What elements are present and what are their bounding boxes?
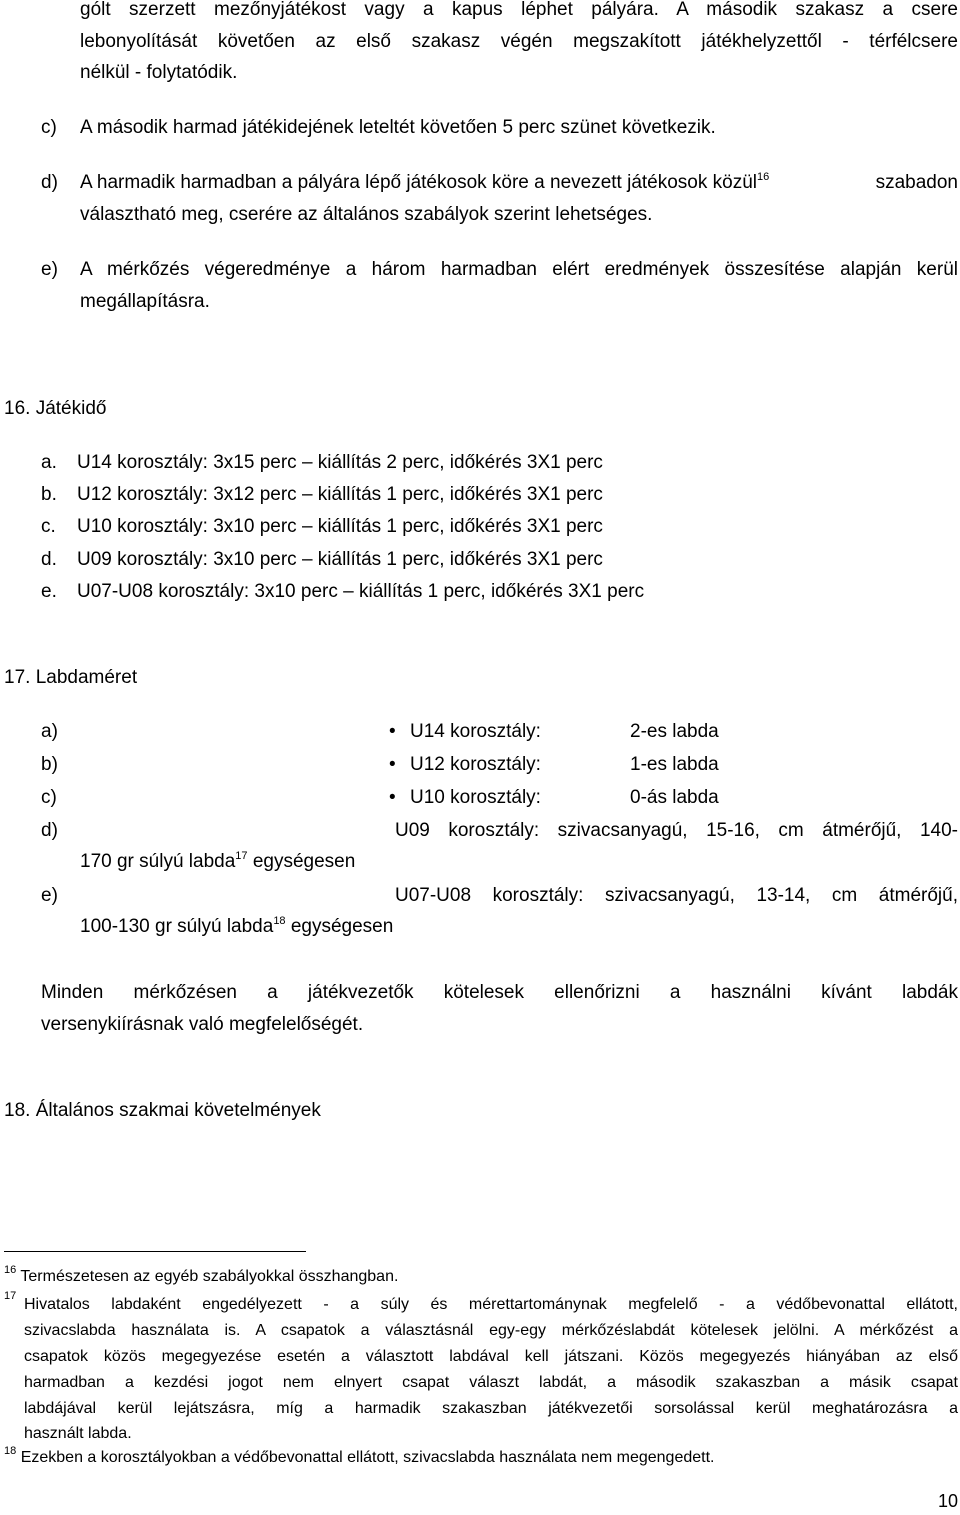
ball-e-line-1: U07-U08 korosztály: szivacsanyagú, 13-14, cm átmérőjű,: [395, 885, 958, 906]
ball-row-marker: a): [41, 721, 58, 742]
footnote-separator: [4, 1251, 306, 1252]
playtime-row-text: U09 korosztály: 3x10 perc – kiállítás 1 perc, időkérés 3X1 perc: [77, 549, 603, 570]
item-c-marker: c): [41, 117, 57, 138]
section-17-heading: 17. Labdaméret: [4, 667, 138, 688]
ball-d-line-1: U09 korosztály: szivacsanyagú, 15-16, cm átmérőjű, 140-: [395, 820, 958, 841]
ball-row-group: U10 korosztály:: [410, 787, 541, 808]
footnote-17-line-6: használt labda.: [24, 1425, 132, 1442]
ball-e-text-end: egységesen: [290, 916, 394, 937]
footnote-ref-16: 16: [757, 171, 770, 183]
ball-e-line-2: [80, 911, 393, 943]
ball-row-group: U12 korosztály:: [410, 754, 541, 775]
ball-row-size: 2-es labda: [630, 721, 719, 742]
footnote-17-line-1: Hivatalos labdaként engedélyezett - a súly és mérettartománynak megfelelő - a védőbevonattal ellátott,: [24, 1296, 958, 1313]
playtime-row-marker: d.: [41, 549, 57, 570]
ball-note-line-2: versenykiírásnak való megfelelőségét.: [41, 1014, 364, 1035]
ball-d-line-2: [80, 846, 355, 878]
footnote-17-line-2: szivacslabda használata is. A csapatok a választásnál egy-egy mérkőzéslabdát kötelesek jelölni. A mérkőzést a: [24, 1322, 958, 1339]
footnote-17-number-wrap: [4, 1290, 16, 1316]
item-d-line-1: [80, 167, 958, 199]
ball-d-marker: d): [41, 820, 58, 841]
ball-row-marker: c): [41, 787, 57, 808]
item-d-line-2: választható meg, cserére az általános szabályok szerint lehetséges.: [80, 204, 653, 225]
section-16-heading: 16. Játékidő: [4, 398, 107, 419]
item-e-line-1: A mérkőzés végeredménye a három harmadban elért eredmények összesítése alapján kerül: [80, 259, 958, 280]
playtime-row-text: U07-U08 korosztály: 3x10 perc – kiállítás 1 perc, időkérés 3X1 perc: [77, 581, 645, 602]
footnote-16-number: 16: [4, 1264, 17, 1276]
ball-d-text-end: egységesen: [252, 851, 356, 872]
footnote-16: [4, 1264, 398, 1290]
footnote-17-number: 17: [4, 1290, 17, 1302]
section-18-heading: 18. Általános szakmai követelmények: [4, 1100, 321, 1121]
item-d-marker: d): [41, 172, 58, 193]
intro-line-3: nélkül - folytatódik.: [80, 62, 238, 83]
ball-e-text: 100-130 gr súlyú labda: [80, 916, 274, 937]
footnote-18: [4, 1445, 714, 1471]
playtime-row-marker: a.: [41, 452, 57, 473]
footnote-17-line-4: harmadban a kezdési jogot nem elnyert csapat választ labdát, a második szakaszban a másik csapat: [24, 1374, 958, 1391]
item-d-text-end: szabadon: [875, 172, 958, 193]
item-c-text: A második harmad játékidejének leteltét követően 5 perc szünet következik.: [80, 117, 716, 138]
footnote-ref-18: 18: [273, 915, 286, 927]
footnote-18-number: 18: [4, 1445, 17, 1457]
playtime-row-marker: c.: [41, 516, 56, 537]
ball-row-group: U14 korosztály:: [410, 721, 541, 742]
item-d-text: A harmadik harmadban a pályára lépő játékosok köre a nevezett játékosok közül: [80, 172, 758, 193]
ball-row-size: 0-ás labda: [630, 787, 719, 808]
item-e-line-2: megállapításra.: [80, 291, 210, 312]
playtime-row-text: U12 korosztály: 3x12 perc – kiállítás 1 perc, időkérés 3X1 perc: [77, 484, 603, 505]
playtime-row-text: U10 korosztály: 3x10 perc – kiállítás 1 perc, időkérés 3X1 perc: [77, 516, 603, 537]
page-number: 10: [937, 1491, 958, 1511]
ball-note-line-1: Minden mérkőzésen a játékvezetők kötelesek ellenőrizni a használni kívánt labdák: [41, 982, 958, 1003]
intro-line-2: lebonyolítását követően az első szakasz végén megszakított játékhelyzettől - térfélcsere: [80, 31, 958, 52]
bullet-icon: •: [389, 721, 396, 742]
playtime-row-marker: e.: [41, 581, 57, 602]
bullet-icon: •: [389, 787, 396, 808]
footnote-16-text: Természetesen az egyéb szabályokkal összhangban.: [20, 1268, 399, 1285]
bullet-icon: •: [389, 754, 396, 775]
intro-line-1: gólt szerzett mezőnyjátékost vagy a kapus léphet pályára. A második szakasz a csere: [80, 0, 958, 20]
playtime-row-marker: b.: [41, 484, 57, 505]
ball-d-text: 170 gr súlyú labda: [80, 851, 236, 872]
ball-row-size: 1-es labda: [630, 754, 719, 775]
footnote-17-line-5: labdájával kerül lejátszásra, míg a harmadik szakaszban játékvezetői sorsolással kerül meghatározásra a: [24, 1400, 958, 1417]
ball-row-marker: b): [41, 754, 58, 775]
footnote-17-line-3: csapatok közös megegyezése esetén a választott labdával kell játszani. Közös megegyezés hiányában az első: [24, 1348, 958, 1365]
footnote-ref-17: 17: [235, 850, 248, 862]
footnote-18-text: Ezekben a korosztályokban a védőbevonattal ellátott, szivacslabda használata nem megengedett.: [20, 1449, 715, 1466]
item-e-marker: e): [41, 259, 58, 280]
playtime-row-text: U14 korosztály: 3x15 perc – kiállítás 2 perc, időkérés 3X1 perc: [77, 452, 603, 473]
ball-e-marker: e): [41, 885, 58, 906]
